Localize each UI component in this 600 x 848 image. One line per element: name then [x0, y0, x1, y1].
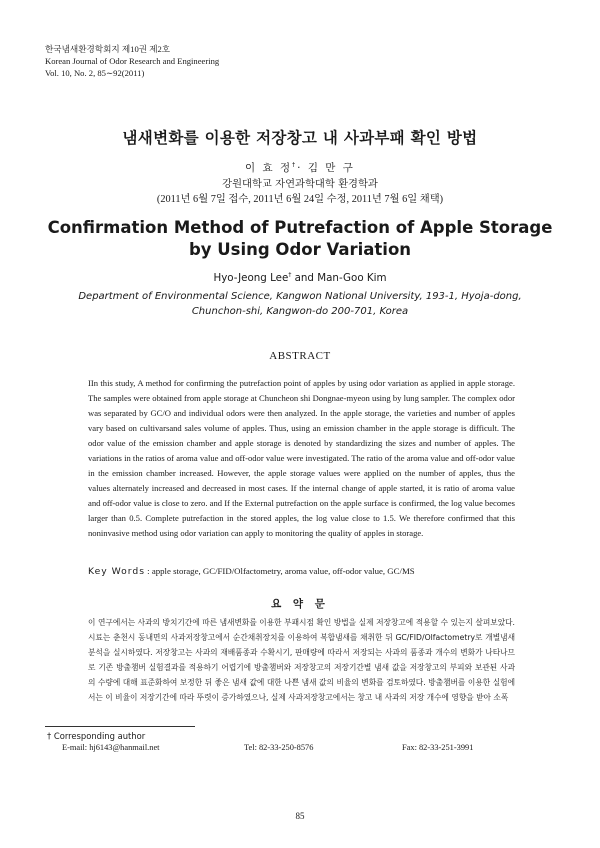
- footnote-fax: Fax: 82-33-251-3991: [402, 743, 474, 752]
- english-affiliation: [0, 290, 600, 319]
- english-title-line-1: Confirmation Method of Putrefaction of Apple Storage: [47, 218, 553, 237]
- abstract-heading: ABSTRACT: [269, 350, 331, 362]
- journal-name-korean: 한국냄새환경학회지 제10권 제2호: [45, 44, 171, 54]
- korean-author-2: · 김 만 구: [297, 162, 355, 174]
- keywords: [88, 566, 528, 577]
- corresponding-dagger: †: [292, 161, 298, 169]
- english-corresponding-dagger: †: [288, 271, 292, 279]
- korean-affiliation: 강원대학교 자연과학대학 환경학과: [222, 178, 378, 190]
- english-title: [0, 217, 600, 261]
- english-authors: [0, 272, 600, 284]
- footnote-label: Corresponding author: [51, 731, 146, 741]
- korean-summary-text: 이 연구에서는 사과의 방치기간에 따른 냄새변화를 이용한 부패시점 확인 방법을 실제 저장창고에 적용할 수 있는지 살펴보았다. 시료는 춘천시 동내면의 사과저장창고에서 순간채취장치를 이용하여 복합냄새를 채취한 뒤 GC/FID/Olfactometry로 개별냄새 분석을 실시하였다. 저장창고는 사과의 재배품종과 수확시기, 판매량에 따라서 저장되는 사과의 품종과 개수의 변화가 나타나므로 기존 방출챔버 실험결과를 적용하기 어렵기에 방출챔버와 저장창고의 저장기간별 냄새 값을 저장창고의 부피와 보관된 사과의 수량에 대해 표준화하여 보정한 뒤 좋은 냄새 값에 대한 나쁜 냄새 값의 비율의 변화를 검토하였다. 방출챔버를 이용한 실험에서는 이 비율이 저장기간에 따라 뚜렷이 증가하였으나, 실제 사과저장창고에서는 창고 내 사과의 저장 개수에 영향을 받아 소폭: [88, 618, 515, 702]
- journal-name-english: Korean Journal of Odor Research and Engineering: [45, 56, 220, 66]
- abstract-text: IIn this study, A method for confirming the putrefaction point of apples by using odor variation as applied in apple storage. The samples were obtained from apple storage at Chuncheon shi Dongnae-myeon using by lung sampler. The complex odor was separated by GC/O and individual odors were then analyzed. In the apple storage, the varieties and number of apples vary based on cultivarsand sales volume of apples. Thus, using an emission chamber in the apple storage is difficult. The odor value of the emission chamber and apple storage is denoted by standardizing the sizes and number of apples. The variations in the ratios of aroma value and off-odor value were investigated. The ratio of the aroma value and off-odor value in the emission chamber increased. However, the apple storage values were applied on the number of apples, thus the values alternately increased and decreased in most cases. If the internal change of apple started, it is ratio of aroma value and off-odor value is close to zero. and If the External putrefaction on the apple surface is confirmed, the log value becomes larger than 0.5. Complete putrefaction in the stored apples, the log value close to 1.5. We therefore confirmed that this noninvasive method using odor variation can apply to monitoring the quality of apples in storage.: [88, 378, 515, 538]
- footnote-corresponding: [47, 730, 145, 743]
- footnote-divider: [45, 726, 195, 727]
- footnote-tel: Tel: 82-33-250-8576: [244, 743, 314, 752]
- journal-volume: Vol. 10, No. 2, 85∼92(2011): [45, 68, 145, 78]
- journal-header: [45, 43, 219, 79]
- keywords-label: Key Words: [88, 566, 145, 577]
- keywords-text: : apple storage, GC/FID/Olfactometry, aroma value, off-odor value, GC/MS: [144, 566, 415, 576]
- english-title-line-2: by Using Odor Variation: [188, 240, 412, 259]
- korean-author-1: 이 효 정: [245, 162, 293, 174]
- english-affiliation-line-2: Chunchon-shi, Kangwon-do 200-701, Korea: [191, 305, 409, 317]
- korean-title: 냄새변화를 이용한 저장창고 내 사과부패 확인 방법: [122, 129, 478, 147]
- korean-authors: [0, 160, 600, 175]
- english-affiliation-line-1: Department of Environmental Science, Kangwon National University, 193-1, Hyoja-dong,: [78, 291, 522, 302]
- korean-summary-heading: 요 약 문: [271, 598, 329, 610]
- page-number: 85: [295, 811, 305, 821]
- footnote-dagger: †: [47, 731, 52, 741]
- english-author-1: Hyo-Jeong Lee: [213, 272, 289, 284]
- korean-dates: (2011년 6월 7일 접수, 2011년 6월 24일 수정, 2011년 7월 6일 채택): [156, 194, 444, 205]
- english-author-2: and Man-Goo Kim: [291, 272, 387, 284]
- footnote-email: E-mail: hj6143@hanmail.net: [62, 743, 160, 752]
